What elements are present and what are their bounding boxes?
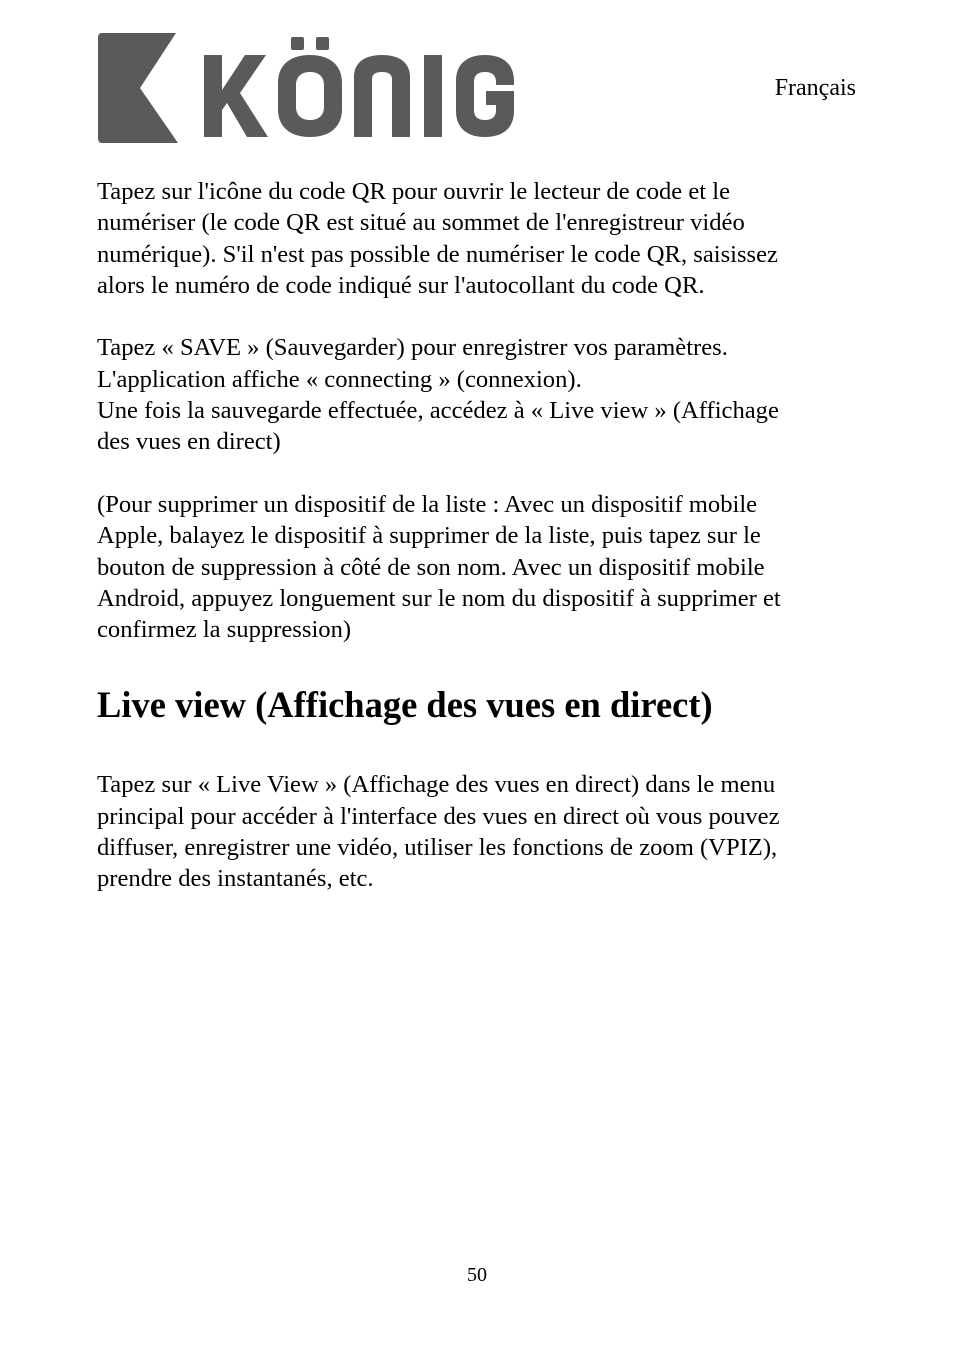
page-number: 50: [467, 1264, 487, 1286]
paragraph-live-view: Tapez sur « Live View » (Affichage des vues en direct) dans le menu principal pour accéder à l'interface des vues en direct où vous pouvez diffuser, enregistrer une vidéo, utiliser les fonctions de zoom (VPIZ), prendre des instantanés, etc.: [97, 771, 780, 893]
page-content: [97, 176, 867, 895]
paragraph-qr-code: Tapez sur l'icône du code QR pour ouvrir le lecteur de code et le numériser (le code QR est situé au sommet de l'enregistreur vidéo numérique). S'il n'est pas possible de numériser le code QR, saisissez alors le numéro de code indiqué sur l'autocollant du code QR.: [97, 178, 778, 299]
paragraph-save-settings: Tapez « SAVE » (Sauvegarder) pour enregistrer vos paramètres. L'application affiche « connecting » (connexion). Une fois la sauvegarde effectuée, accédez à « Live view » (Affichage des vues en direct): [97, 334, 779, 456]
language-label: Français: [774, 75, 856, 101]
konig-logo-icon: [98, 33, 518, 145]
section-heading-live-view: Live view (Affichage des vues en direct): [97, 684, 713, 726]
paragraph-delete-device: (Pour supprimer un dispositif de la liste : Avec un dispositif mobile Apple, balayez le dispositif à supprimer de la liste, puis tapez sur le bouton de suppression à côté de son nom. Avec un dispositif mobile Android, appuyez longuement sur le nom du dispositif à supprimer et confirmez la suppression): [97, 490, 781, 644]
